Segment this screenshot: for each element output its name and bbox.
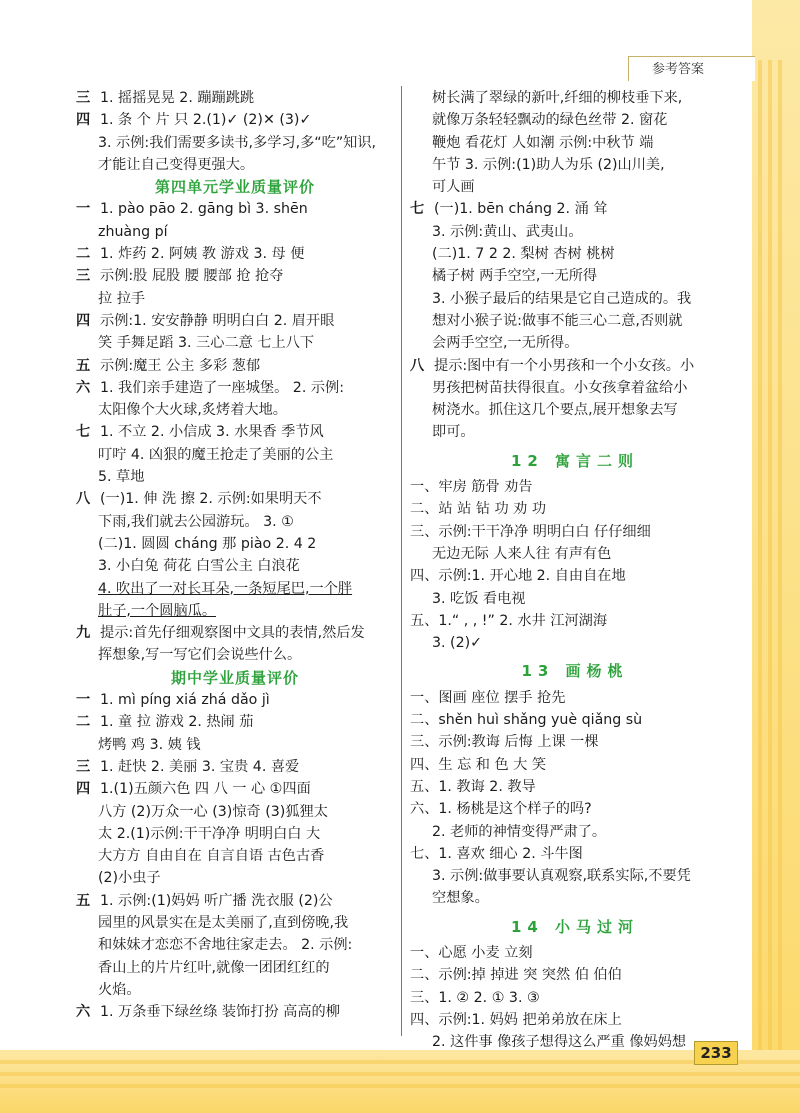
answer-line: 午节 3. 示例:(1)助人为乐 (2)山川美, <box>432 156 665 173</box>
answer-line: 3. 示例:黄山、武夷山。 <box>432 223 583 240</box>
answer-line: 树浇水。抓住这几个要点,展开想象去写 <box>432 402 678 419</box>
answer-line: 想对小猴子说:做事不能三心二意,否则就 <box>432 312 683 329</box>
answer-line: 六、1. 杨桃是这个样子的吗? <box>410 801 592 818</box>
answer-line: 四 1. 条 个 片 只 2.(1)✓ (2)✕ (3)✓ <box>76 112 312 129</box>
answer-line: 二、示例:掉 掉进 突 突然 伯 伯伯 <box>410 967 622 984</box>
answer-line: 二 1. 炸药 2. 阿姨 教 游戏 3. 母 便 <box>76 246 305 263</box>
answer-line: 二、站 站 钻 功 劝 功 <box>410 501 547 518</box>
answer-line: 九 提示:首先仔细观察图中文具的表情,然后发 <box>76 625 365 642</box>
answer-line: 肚子,一个圆脑瓜。 <box>98 602 217 619</box>
header-label: 参考答案 <box>652 62 705 77</box>
midterm-title: 期中学业质量评价 <box>170 668 299 687</box>
answer-line: (2)小虫子 <box>98 870 161 887</box>
answer-line: 七 (一)1. bēn cháng 2. 涌 耸 <box>410 201 608 218</box>
answer-line: 可人画 <box>432 179 475 196</box>
answer-line: 3. (2)✓ <box>432 635 483 652</box>
answer-line: 一、图画 座位 摆手 抢先 <box>410 689 566 706</box>
answer-line: 空想象。 <box>432 890 489 907</box>
answer-line: 二 1. 童 拉 游戏 2. 热闹 茄 <box>76 714 254 731</box>
answer-line: 烤鸭 鸡 3. 姨 钱 <box>98 736 201 753</box>
answer-line: 一 1. pào pāo 2. gāng bì 3. shēn <box>76 201 308 218</box>
answer-line: 才能让自己变得更强大。 <box>98 156 255 173</box>
answer-line: 二、shěn huì shǎng yuè qiǎng sù <box>410 712 643 729</box>
answer-line: 橘子树 两手空空,一无所得 <box>432 268 598 285</box>
answer-line: 四、生 忘 和 色 大 笑 <box>410 756 547 773</box>
answer-line: 3. 吃饭 看电视 <box>432 590 526 607</box>
answer-line: 八方 (2)万众一心 (3)惊奇 (3)狐狸太 <box>98 803 328 820</box>
answer-line: 七 1. 不立 2. 小信成 3. 水果香 季节风 <box>76 424 324 441</box>
lesson14-title: 14 小马过河 <box>510 917 640 936</box>
answer-line: 2. 这件事 像孩子想得这么严重 像妈妈想 <box>432 1034 687 1051</box>
answer-line: 五 示例:魔王 公主 多彩 葱郁 <box>76 357 261 374</box>
answer-line: 下雨,我们就去公园游玩。 3. ① <box>98 513 294 530</box>
answer-line: 男孩把树苗扶得很直。小女孩拿着盆给小 <box>432 379 688 396</box>
answer-line: 四 示例:1. 安安静静 明明白白 2. 眉开眼 <box>76 312 335 329</box>
bottom-margin-band <box>0 1050 800 1113</box>
answer-line: 会两手空空,一无所得。 <box>432 335 579 352</box>
answer-line: 一 1. mì píng xiá zhá dǎo jì <box>76 692 270 709</box>
answer-line: 五、1.“ , , !” 2. 水井 江河湖海 <box>410 612 608 629</box>
answer-line: 三 1. 赶快 2. 美丽 3. 宝贵 4. 喜爱 <box>76 758 300 775</box>
answer-line: 太 2.(1)示例:干干净净 明明白白 大 <box>98 825 321 842</box>
answer-line: 三、示例:教诲 后悔 上课 一棵 <box>410 734 599 751</box>
answer-line: 一、心愿 小麦 立刻 <box>410 944 533 961</box>
answer-line: 四、示例:1. 开心地 2. 自由自在地 <box>410 568 626 585</box>
answer-line: 笑 手舞足蹈 3. 三心二意 七上八下 <box>98 335 315 352</box>
answer-line: 八 (一)1. 伸 洗 擦 2. 示例:如果明天不 <box>76 491 322 508</box>
answer-line: 4. 吹出了一对长耳朵,一条短尾巴,一个胖 <box>98 580 353 597</box>
answer-line: 拉 拉手 <box>98 290 146 307</box>
answer-line: 园里的风景实在是太美丽了,直到傍晚,我 <box>98 914 349 931</box>
answer-line: 3. 示例:我们需要多读书,多学习,多“吃”知识, <box>98 134 377 151</box>
answer-line: (二)1. 圆圆 cháng 那 piào 2. 4 2 <box>98 535 317 552</box>
answer-line: 火焰。 <box>98 981 141 998</box>
right-column <box>410 87 740 1053</box>
answer-line: (二)1. 7 2 2. 梨树 杏树 桃树 <box>432 246 615 263</box>
answer-line: 就像万条轻轻飘动的绿色丝带 2. 窗花 <box>432 112 668 129</box>
answer-line: 即可。 <box>432 424 475 441</box>
answer-line: 和妹妹才恋恋不舍地往家走去。 2. 示例: <box>98 937 353 954</box>
answer-line: 树长满了翠绿的新叶,纤细的柳枝垂下来, <box>432 90 683 106</box>
answer-line: 挥想象,写一写它们会说些什么。 <box>98 647 302 664</box>
answer-line: 3. 小白兔 荷花 白雪公主 白浪花 <box>98 558 300 575</box>
answer-line: 五、1. 教诲 2. 教导 <box>410 778 536 795</box>
answer-line: 六 1. 万条垂下绿丝绦 装饰打扮 高高的柳 <box>76 1004 340 1021</box>
answer-line: 大方方 自由自在 自言自语 古色古香 <box>98 848 325 865</box>
answer-line: 叮咛 4. 凶狠的魔王抢走了美丽的公主 <box>98 446 334 463</box>
answer-line: 5. 草地 <box>98 469 145 486</box>
answer-line: 三 1. 摇摇晃晃 2. 蹦蹦跳跳 <box>76 90 255 106</box>
answer-line: 3. 示例:做事要认真观察,联系实际,不要凭 <box>432 868 691 885</box>
answer-line: 三、1. ② 2. ① 3. ③ <box>410 989 540 1006</box>
answer-line: 五 1. 示例:(1)妈妈 听广播 洗衣服 (2)公 <box>76 892 333 909</box>
lesson13-title: 13 画杨桃 <box>521 662 629 681</box>
answer-line: 八 提示:图中有一个小男孩和一个小女孩。小 <box>410 357 695 374</box>
answer-line: 一、牢房 筋骨 劝告 <box>410 479 533 496</box>
answer-line: 四、示例:1. 妈妈 把弟弟放在床上 <box>410 1011 622 1028</box>
unit4-title: 第四单元学业质量评价 <box>154 178 315 197</box>
answer-line: 无边无际 人来人往 有声有色 <box>432 545 612 562</box>
column-divider <box>401 86 402 1036</box>
left-column <box>76 87 394 1023</box>
answer-line: 六 1. 我们亲手建造了一座城堡。 2. 示例: <box>76 379 345 396</box>
page-number: 233 <box>694 1041 738 1065</box>
answer-line: 2. 老师的神情变得严肃了。 <box>432 823 607 840</box>
answer-line: 香山上的片片红叶,就像一团团红红的 <box>98 959 330 976</box>
answer-line: 三 示例:股 屁股 腰 腰部 抢 抢夺 <box>76 268 284 285</box>
right-margin-band <box>752 0 800 1113</box>
answer-line: zhuàng pí <box>98 223 168 240</box>
lesson12-title: 12 寓言二则 <box>510 451 640 470</box>
answer-line: 3. 小猴子最后的结果是它自己造成的。我 <box>432 290 692 307</box>
answer-line: 七、1. 喜欢 细心 2. 斗牛图 <box>410 845 583 862</box>
answer-line: 四 1.(1)五颜六色 四 八 一 心 ①四面 <box>76 781 311 798</box>
answer-line: 太阳像个大火球,炙烤着大地。 <box>98 402 287 419</box>
answer-line: 鞭炮 看花灯 人如潮 示例:中秋节 端 <box>432 134 654 151</box>
answer-line: 三、示例:干干净净 明明白白 仔仔细细 <box>410 523 651 540</box>
